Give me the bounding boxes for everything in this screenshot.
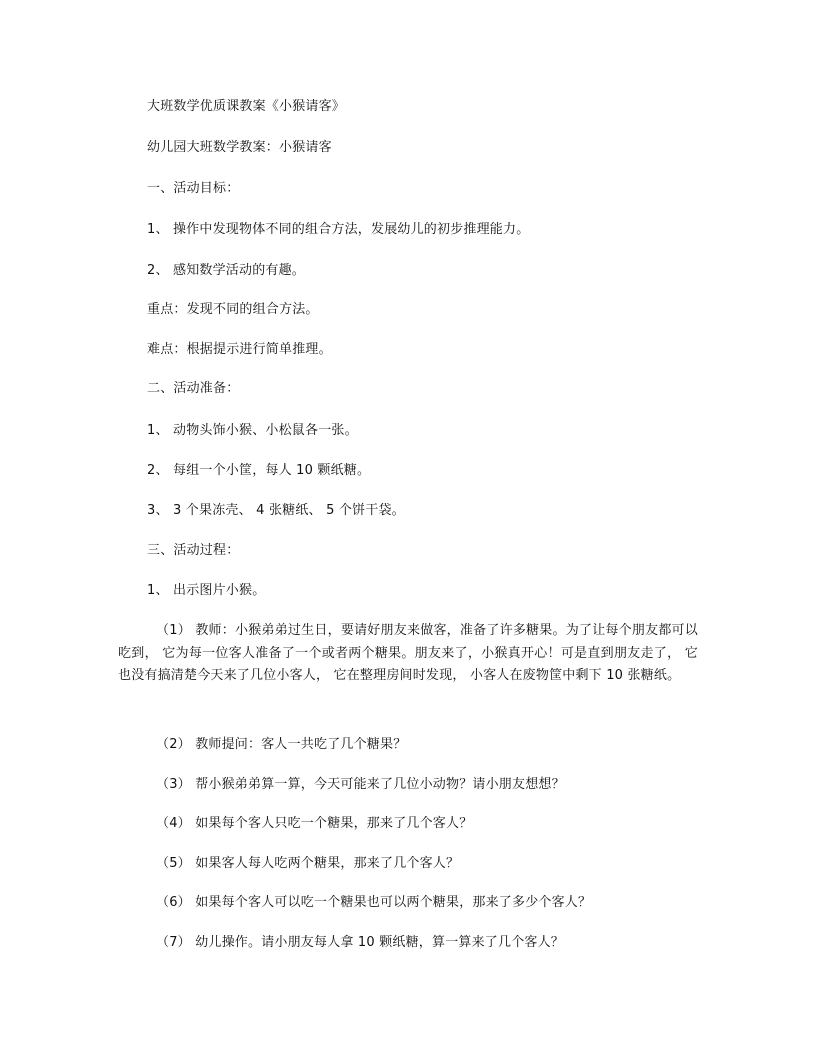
prep-item-1: 1、 动物头饰小猴、小松鼠各一张。 — [147, 423, 358, 438]
section-heading-preparation: 二、活动准备： — [147, 381, 240, 396]
section-heading-goals: 一、活动目标： — [147, 181, 240, 196]
document-subtitle: 幼儿园大班数学教案：小猴请客 — [147, 140, 332, 155]
question-7: （7） 幼儿操作。请小朋友每人拿 10 颗纸糖，算一算来了几个客人？ — [156, 935, 565, 950]
prep-item-2: 2、 每组一个小筐，每人 10 颗纸糖。 — [147, 463, 371, 478]
goal-item-2: 2、 感知数学活动的有趣。 — [147, 263, 306, 278]
question-2: （2） 教师提问：客人一共吃了几个糖果？ — [156, 737, 407, 752]
key-point: 重点：发现不同的组合方法。 — [147, 302, 319, 317]
process-step-1: 1、 出示图片小猴。 — [147, 583, 266, 598]
section-heading-process: 三、活动过程： — [147, 543, 240, 558]
prep-item-3: 3、 3 个果冻壳、 4 张糖纸、 5 个饼干袋。 — [147, 503, 405, 518]
question-5: （5） 如果客人每人吃两个糖果，那来了几个客人？ — [156, 856, 460, 871]
goal-item-1: 1、 操作中发现物体不同的组合方法，发展幼儿的初步推理能力。 — [147, 222, 530, 237]
difficulty-point: 难点：根据提示进行简单推理。 — [147, 342, 332, 357]
question-paragraph-1: （1） 教师：小猴弟弟过生日，要请好朋友来做客，准备了许多糖果。为了让每个朋友都可以吃到， 它为每一位客人准备了一个或者两个糖果。朋友来了，小猴真开心！可是直到朋友走了， 它也没有搞清楚今天来了几位小客人， 它在整理房间时发现， 小客人在废物筐中剩下 10 张糖纸。 — [118, 623, 698, 683]
question-4: （4） 如果每个客人只吃一个糖果，那来了几个客人？ — [156, 816, 473, 831]
question-3: （3） 帮小猴弟弟算一算，今天可能来了几位小动物？请小朋友想想？ — [156, 777, 565, 792]
question-6: （6） 如果每个客人可以吃一个糖果也可以两个糖果，那来了多少个客人？ — [156, 895, 592, 910]
document-title: 大班数学优质课教案《小猴请客》 — [147, 99, 346, 114]
